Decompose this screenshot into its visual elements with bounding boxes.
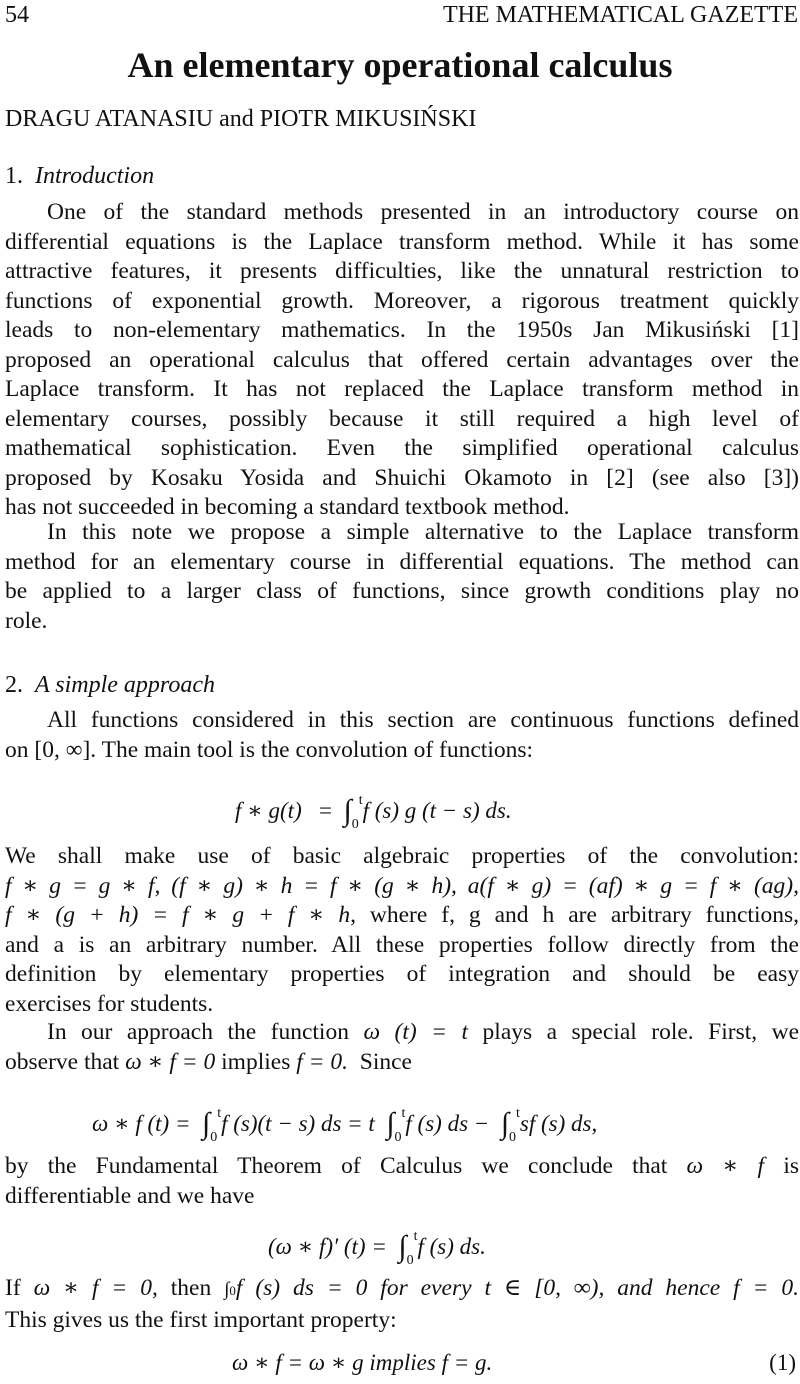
approach-paragraph-5 [5, 1274, 799, 1335]
text-line: proposed an operational calculus that offered certain advantages over the [5, 346, 799, 373]
text-line: All functions considered in this section are continuous functions defined [47, 707, 799, 733]
section-number: 2. [5, 672, 23, 698]
text-line [5, 1018, 799, 1048]
text-run: by the Fundamental Theorem of Calculus we conclude that [5, 1153, 668, 1179]
integral-upper-limit: t [516, 1106, 520, 1121]
eq-part: sf (s) ds, [519, 1111, 598, 1136]
integral-upper-limit: t [401, 1106, 406, 1121]
text-line [5, 872, 799, 902]
text-run: where [369, 902, 428, 928]
intro-paragraph-2 [5, 518, 799, 636]
integral-sign: ∫ [386, 1107, 395, 1140]
text-run: then [170, 1275, 212, 1301]
approach-paragraph-2 [5, 842, 799, 1019]
text-run: f, g and h are arbitrary functions, [441, 902, 800, 928]
approach-paragraph-4 [5, 1152, 799, 1211]
text-run: In our approach the function [47, 1019, 349, 1045]
inline-math: f (s) ds = 0 for every [235, 1275, 472, 1301]
section-heading-introduction [5, 163, 154, 190]
approach-paragraph-1 [5, 706, 799, 765]
eq-lhs: (ω ∗ f)′ (t) = [268, 1234, 387, 1259]
inline-math: t ∈ [0, ∞), and hence [484, 1275, 721, 1301]
integral-lower-limit: 0 [394, 1130, 402, 1145]
inline-math: ω ∗ f = 0 [125, 1048, 216, 1075]
text-line: This gives us the first important property: [5, 1306, 397, 1333]
text-run: plays a special role. First, we [482, 1019, 800, 1045]
text-line: definition by elementary properties of integration and should be easy [5, 961, 799, 987]
inline-math: f ∗ (g + h) = f ∗ g + f ∗ h, [5, 902, 356, 928]
integral-sign: ∫ [500, 1107, 510, 1140]
integral-upper-limit: t [413, 1229, 418, 1244]
equation-derivative [268, 1228, 486, 1268]
text-run: implies [221, 1048, 291, 1075]
text-line [5, 1274, 799, 1306]
integral-upper-limit: t [358, 793, 363, 808]
text-line: be applied to a larger class of functions, since growth conditions play no [5, 578, 799, 604]
intro-paragraph-1 [5, 198, 799, 523]
inline-math: ω ∗ f = 0, [33, 1275, 158, 1301]
integral-lower-limit: 0 [351, 817, 359, 832]
inline-math: f = 0. [296, 1048, 348, 1075]
text-line: role. [5, 607, 48, 634]
paper-title: An elementary operational calculus [127, 45, 673, 85]
integral-lower-limit: 0 [210, 1130, 218, 1145]
inline-math: f ∗ g = g ∗ f, (f ∗ g) ∗ h = f ∗ (g ∗ h), a(f ∗ g) = (af) ∗ g = f ∗ (ag), [5, 872, 799, 899]
text-run: observe that [5, 1048, 120, 1075]
integral-sign: ∫ [202, 1107, 211, 1140]
inline-math: f = 0. [733, 1275, 800, 1301]
running-header: THE MATHEMATICAL GAZETTE [442, 2, 798, 28]
text-line: and a is an arbitrary number. All these properties follow directly from the [5, 931, 799, 958]
text-run: If [5, 1275, 21, 1301]
eq-lhs: ω ∗ f (t) = [92, 1111, 191, 1136]
equation-convolution [235, 792, 512, 832]
text-line: exercises for students. [5, 990, 214, 1017]
text-line: mathematical sophistication. Even the simplified operational calculus [5, 435, 799, 461]
eq-expr: ω ∗ f = ω ∗ g implies f = g. [232, 1350, 493, 1375]
text-line [5, 1152, 799, 1182]
integral-upper-limit: t [217, 1106, 222, 1121]
integral-lower-limit: 0 [406, 1253, 414, 1268]
section-number: 1. [5, 163, 23, 189]
integral-lower-limit: 0 [509, 1130, 517, 1145]
text-line: differential equations is the Laplace transform method. While it has some [5, 228, 799, 255]
integral-sign: ∫ [224, 1279, 230, 1300]
inline-math: ω ∗ f [686, 1153, 765, 1179]
text-line: method for an elementary course in differential equations. The method can [5, 548, 799, 575]
text-line: differentiable and we have [5, 1182, 255, 1209]
inline-math: ω (t) = t [363, 1019, 469, 1045]
integral-sign: ∫ [398, 1230, 407, 1263]
integral-lower-limit: 0 [229, 1283, 236, 1298]
text-line: leads to non-elementary mathematics. In the 1950s Jan Mikusiński [1] [5, 317, 799, 343]
text-run: is [783, 1153, 799, 1179]
equation-omega-convolution [92, 1105, 598, 1145]
section-title: A simple approach [35, 672, 215, 698]
text-line: elementary courses, possibly because it still required a high level of [5, 405, 799, 432]
eq-rhs: f (s) ds. [417, 1234, 486, 1259]
section-heading-simple-approach [5, 672, 215, 699]
eq-part: f (s) ds − [405, 1111, 490, 1136]
text-line: In this note we propose a simple alternative to the Laplace transform [47, 519, 799, 545]
text-line: Laplace transform. It has not replaced the Laplace transform method in [5, 376, 799, 402]
eq-rhs: f (s) g (t − s) ds. [362, 798, 512, 823]
text-line: We shall make use of basic algebraic properties of the convolution: [5, 843, 799, 869]
integral-sign: ∫ [343, 794, 352, 827]
authors: DRAGU ATANASIU and PIOTR MIKUSIŃSKI [5, 106, 477, 132]
text-line: attractive features, it presents difficulties, like the unnatural restriction to [5, 258, 799, 284]
section-title: Introduction [35, 163, 155, 189]
text-run: Since [359, 1048, 412, 1075]
text-line [5, 901, 799, 931]
approach-paragraph-3 [5, 1018, 799, 1077]
eq-lhs: f ∗ g(t) [235, 798, 302, 823]
eq-part: f (s)(t − s) ds = t [221, 1111, 375, 1136]
text-line [5, 1048, 799, 1078]
equation-number: (1) [769, 1350, 796, 1375]
page-number: 54 [5, 2, 29, 28]
text-line: One of the standard methods presented in an introductory course on [47, 199, 799, 225]
equation-1 [232, 1350, 492, 1376]
eq-equals: = [318, 798, 332, 823]
text-line: functions of exponential growth. Moreover, a rigorous treatment quickly [5, 287, 799, 314]
text-run: not succeeded in becoming a standard textbook method. [42, 494, 570, 520]
text-line: proposed by Kosaku Yosida and Shuichi Okamoto in [2] (see also [3]) [5, 464, 799, 491]
text-word: has [5, 494, 37, 520]
text-line: on [0, ∞]. The main tool is the convolution of functions: [5, 736, 534, 763]
